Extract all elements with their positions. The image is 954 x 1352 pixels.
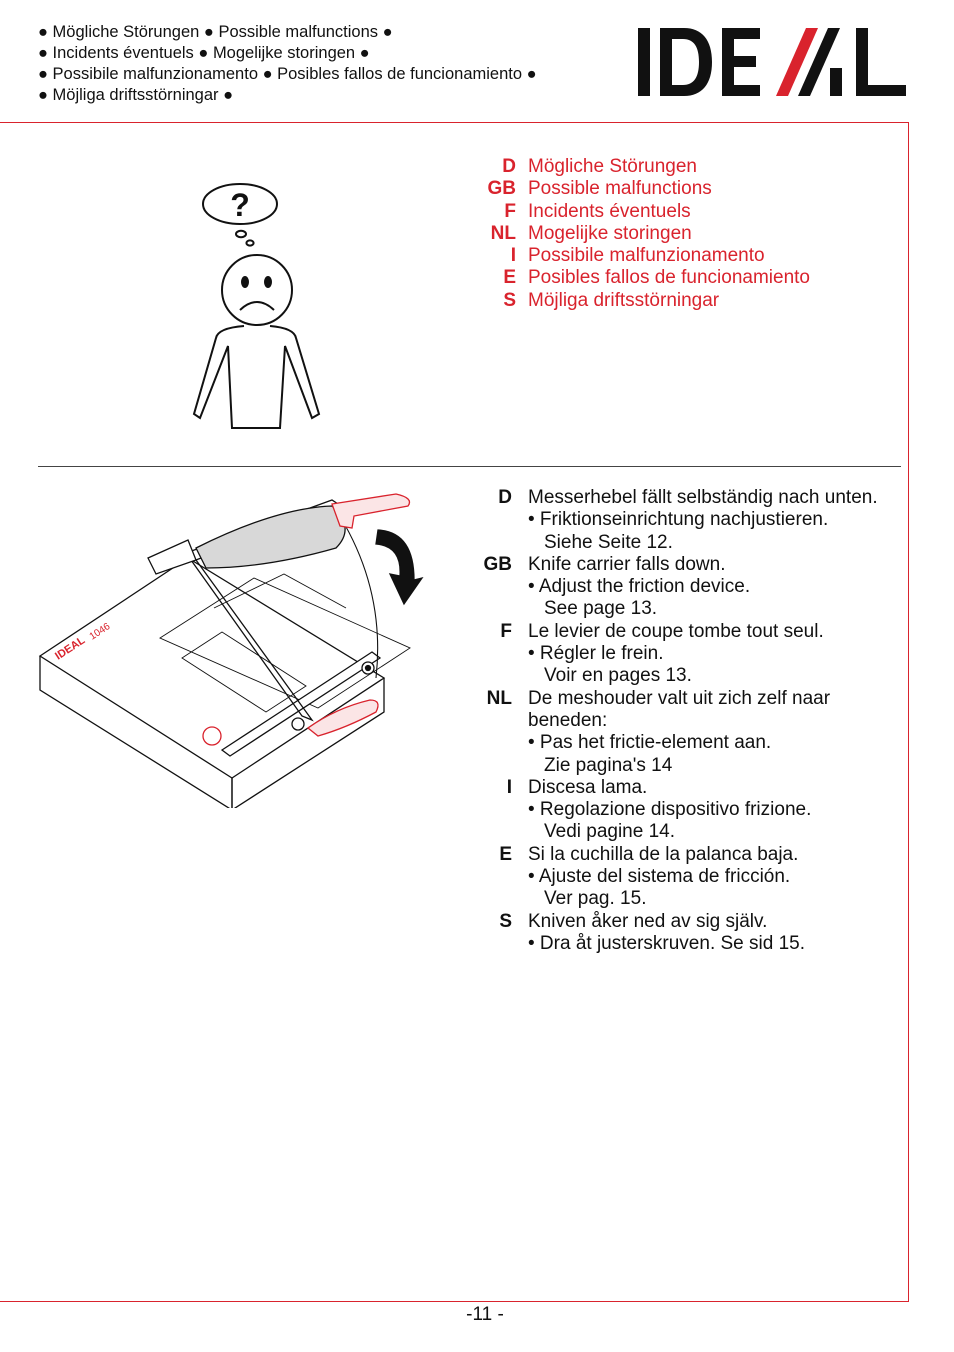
- lang-code: NL: [490, 222, 516, 244]
- lang-code: E: [499, 843, 512, 865]
- title-row: [480, 290, 810, 312]
- lang-code: F: [504, 200, 516, 222]
- instruction-line: • Regolazione dispositivo frizione.: [528, 799, 812, 821]
- language-title-list: [480, 156, 810, 312]
- lang-code: I: [506, 776, 512, 798]
- header-line: ● Incidents éventuels ● Mogelijke storingen ●: [38, 44, 370, 62]
- instruction-line: See page 13.: [544, 598, 658, 620]
- instruction-line: • Dra åt justerskruven. Se sid 15.: [528, 932, 805, 954]
- instruction-line: • Pas het frictie-element aan.: [528, 732, 772, 754]
- title-text: Mogelijke storingen: [528, 222, 692, 244]
- title-row: [480, 267, 810, 289]
- instruction-block: [478, 777, 878, 844]
- title-row: [480, 178, 810, 200]
- lang-code: NL: [486, 687, 512, 709]
- paper-cutter-illustration: [36, 488, 456, 808]
- title-text: Möjliga driftsstörningar: [528, 289, 720, 311]
- malfunction-instructions: [478, 487, 878, 955]
- title-text: Possible malfunctions: [528, 178, 712, 200]
- instruction-line: Zie pagina's 14: [544, 754, 673, 776]
- instruction-line: • Adjust the friction device.: [528, 576, 751, 598]
- lang-code: F: [500, 620, 512, 642]
- lang-code: GB: [487, 178, 516, 200]
- cutter-model-text: 1046: [87, 621, 113, 643]
- instruction-block: [478, 487, 878, 554]
- title-text: Posibles fallos de funcionamiento: [528, 267, 811, 289]
- instruction-line: Le levier de coupe tombe tout seul.: [528, 620, 824, 642]
- instruction-line: Si la cuchilla de la palanca baja.: [528, 843, 799, 865]
- header-line: ● Mögliche Störungen ● Possible malfunctions ●: [38, 23, 393, 41]
- title-row: [480, 201, 810, 223]
- instruction-block: [478, 554, 878, 621]
- instruction-line: Voir en pages 13.: [544, 665, 692, 687]
- instruction-block: [478, 621, 878, 688]
- lang-code: S: [503, 289, 516, 311]
- lang-code: GB: [483, 553, 512, 575]
- instruction-line: Knife carrier falls down.: [528, 553, 726, 575]
- instruction-line: De meshouder valt uit zich zelf naar: [528, 687, 831, 709]
- lang-code: D: [498, 487, 512, 508]
- instruction-line: Kniven åker ned av sig själv.: [528, 910, 768, 932]
- title-text: Mögliche Störungen: [528, 156, 697, 177]
- header-subtitle: [38, 22, 537, 106]
- instruction-line: beneden:: [528, 709, 608, 731]
- title-row: [480, 156, 810, 178]
- instruction-line: Messerhebel fällt selbständig nach unten.: [528, 487, 878, 508]
- instruction-block: [478, 911, 878, 956]
- title-text: Possibile malfunzionamento: [528, 245, 765, 267]
- ideal-logo: [638, 28, 908, 96]
- lang-code: D: [502, 156, 516, 177]
- header-line: ● Möjliga driftsstörningar ●: [38, 86, 234, 104]
- page-number: -11 -: [466, 1304, 504, 1325]
- lang-code: S: [499, 910, 512, 932]
- lang-code: E: [503, 267, 516, 289]
- instruction-line: Discesa lama.: [528, 776, 648, 798]
- question-mark: ?: [230, 187, 250, 223]
- instruction-line: Siehe Seite 12.: [544, 531, 673, 553]
- instruction-block: [478, 844, 878, 911]
- instruction-line: • Régler le frein.: [528, 643, 664, 665]
- cutter-brand-text: IDEAL: [53, 634, 88, 663]
- header-line: ● Possibile malfunzionamento ● Posibles fallos de funcionamiento ●: [38, 65, 537, 83]
- confused-person-illustration: [188, 178, 328, 434]
- title-row: [480, 245, 810, 267]
- title-text: Incidents éventuels: [528, 200, 691, 222]
- instruction-block: [478, 688, 878, 777]
- instruction-line: • Ajuste del sistema de fricción.: [528, 866, 791, 888]
- instruction-line: Ver pag. 15.: [544, 888, 647, 910]
- lang-code: I: [510, 245, 516, 267]
- title-row: [480, 223, 810, 245]
- instruction-line: Vedi pagine 14.: [544, 821, 676, 843]
- section-divider: [38, 466, 901, 467]
- instruction-line: • Friktionseinrichtung nachjustieren.: [528, 509, 829, 531]
